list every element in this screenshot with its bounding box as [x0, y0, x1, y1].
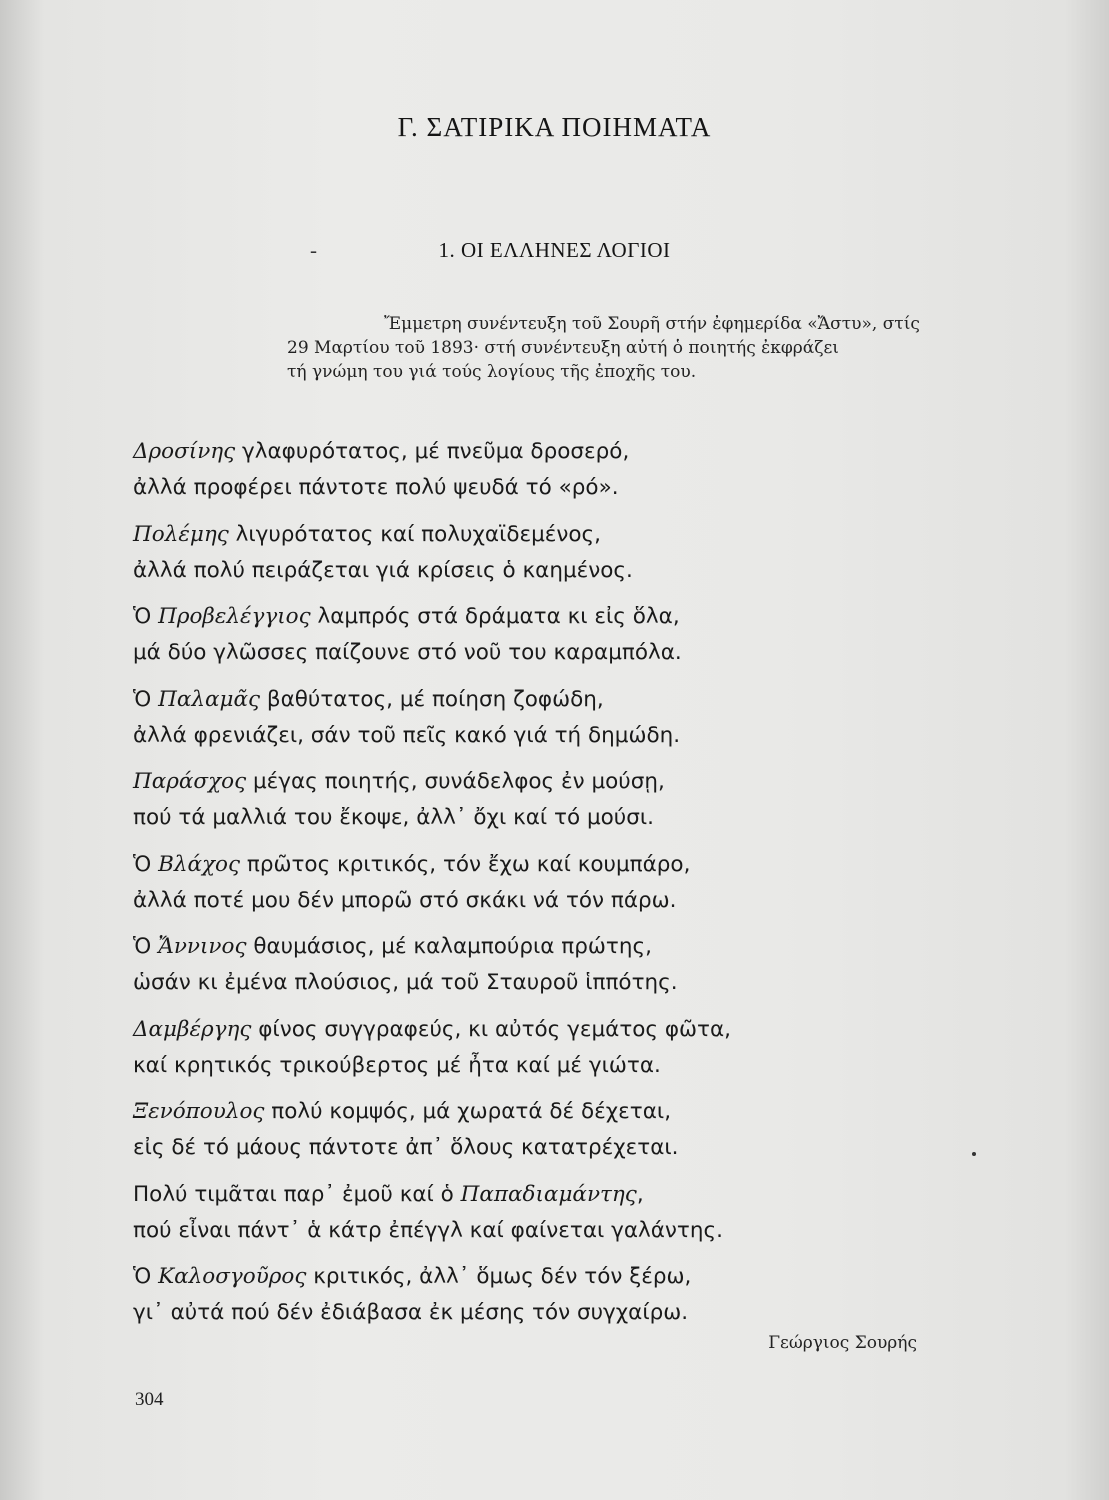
verse-line [133, 718, 953, 754]
ink-speck [972, 1152, 976, 1156]
poet-name: Δαμβέργης [133, 1016, 252, 1042]
intro-line-2: 29 Μαρτίου τοῦ 1893· στή συνέντευξη αὐτή ὁ ποιητής ἐκφράζει [287, 338, 839, 358]
author-signature: Γεώργιος Σουρής [768, 1333, 917, 1353]
verse-line [133, 635, 953, 671]
verse-line [133, 682, 953, 718]
stanza [133, 1094, 953, 1177]
verse-line [133, 965, 953, 1001]
verse-line [133, 847, 953, 883]
verse-line [133, 470, 953, 506]
page-number: 304 [135, 1389, 164, 1410]
verse-line [133, 764, 953, 800]
stanza [133, 682, 953, 765]
verse-text: πολύ κομψός, μά χωρατά δέ δέχεται, [264, 1099, 672, 1124]
verse-text: πού τά μαλλιά του ἔκοψε, ἀλλ᾽ ὄχι καί τό μούσι. [133, 805, 654, 830]
verse-line [133, 1130, 953, 1166]
verse-line [133, 1213, 953, 1249]
verse-line [133, 929, 953, 965]
verse-line [133, 553, 953, 589]
verse-text: Ὁ [133, 851, 159, 877]
poem-body [133, 434, 953, 1342]
verse-text: γλαφυρότατος, μέ πνεῦμα δροσερό, [235, 439, 630, 464]
verse-line [133, 883, 953, 919]
poet-name: Ἄννινος [158, 934, 247, 959]
verse-line [133, 1295, 953, 1331]
verse-text: μέγας ποιητής, συνάδελφος ἐν μούσῃ, [246, 769, 665, 794]
stanza [133, 1259, 953, 1342]
poet-name: Δροσίνης [133, 439, 236, 464]
stanza [133, 929, 953, 1012]
poet-name: Καλοσγοῦρος [158, 1264, 307, 1289]
verse-text: ἀλλά πολύ πειράζεται γιά κρίσεις ὁ καημένος. [133, 557, 633, 583]
verse-text: βαθύτατος, μέ ποίηση ζοφώδη, [260, 686, 604, 712]
poet-name: Παράσχος [133, 769, 247, 794]
verse-text: λιγυρότατος καί πολυχαϊδεμένος, [228, 521, 602, 547]
verse-line [133, 1094, 953, 1130]
verse-text: Ὁ [133, 934, 159, 959]
verse-text: φίνος συγγραφεύς, κι αὐτός γεμάτος φῶτα, [251, 1016, 732, 1042]
verse-line [133, 1177, 953, 1213]
verse-text: Ὁ [133, 686, 159, 712]
verse-text: ἀλλά φρενιάζει, σάν τοῦ πεῖς κακό γιά τή δημώδη. [133, 722, 681, 748]
verse-text: Ὁ [133, 604, 159, 629]
verse-text: ἀλλά ποτέ μου δέν μπορῶ στό σκάκι νά τόν πάρω. [133, 887, 677, 913]
poet-name: Προβελέγγιος [158, 604, 311, 629]
verse-line [133, 1259, 953, 1295]
poet-name: Παλαμᾶς [158, 686, 261, 712]
section-title: Γ. ΣΑΤΙΡΙΚΑ ΠΟΙΗΜΑΤΑ [397, 112, 712, 142]
stanza [133, 434, 953, 517]
verse-line [133, 1048, 953, 1084]
verse-line [133, 1012, 953, 1048]
verse-line [133, 517, 953, 553]
stanza [133, 764, 953, 847]
verse-line [133, 434, 953, 470]
verse-text: εἰς δέ τό μάους πάντοτε ἀπ᾽ ὅλους κατατρέχεται. [133, 1135, 679, 1160]
stanza [133, 1177, 953, 1260]
verse-text: θαυμάσιος, μέ καλαμπούρια πρώτης, [246, 934, 652, 959]
verse-line [133, 800, 953, 836]
margin-mark: - [310, 238, 317, 262]
verse-text: πρῶτος κριτικός, τόν ἔχω καί κουμπάρο, [240, 851, 691, 877]
stanza [133, 1012, 953, 1095]
poet-name: Ξενόπουλος [133, 1099, 265, 1124]
verse-text: καί κρητικός τρικούβερτος μέ ἦτα καί μέ γιώτα. [133, 1052, 661, 1078]
poet-name: Βλάχος [158, 851, 241, 877]
stanza [133, 517, 953, 600]
stanza [133, 847, 953, 930]
intro-line-1: Ἔμμετρη συνέντευξη τοῦ Σουρῆ στήν ἐφημερίδα «Ἄστυ», στίς [384, 314, 920, 334]
verse-text: Πολύ τιμᾶται παρ᾽ ἐμοῦ καί ὁ [133, 1181, 461, 1207]
stanza [133, 599, 953, 682]
verse-line [133, 599, 953, 635]
verse-text: Ὁ [133, 1264, 159, 1289]
intro-line-3: τή γνώμη του γιά τούς λογίους τῆς ἐποχῆς του. [287, 362, 697, 382]
verse-text: ἀλλά προφέρει πάντοτε πολύ ψευδά τό «ρό». [133, 475, 619, 500]
verse-text: πού εἶναι πάντ᾽ ἁ κάτρ ἐπέγγλ καί φαίνεται γαλάντης. [133, 1217, 723, 1243]
intro-note [287, 312, 951, 384]
verse-text: ὡσάν κι ἐμένα πλούσιος, μά τοῦ Σταυροῦ ἱππότης. [133, 970, 678, 995]
verse-text: , [636, 1181, 644, 1207]
poet-name: Παπαδιαμάντης [460, 1181, 637, 1207]
poet-name: Πολέμης [133, 521, 229, 547]
verse-text: λαμπρός στά δράματα κι εἰς ὅλα, [310, 604, 680, 629]
verse-text: μά δύο γλῶσσες παίζουνε στό νοῦ του καραμπόλα. [133, 640, 682, 665]
verse-text: γι᾽ αὐτά πού δέν ἐδιάβασα ἐκ μέσης τόν συγχαίρω. [133, 1300, 689, 1325]
poem-title: 1. ΟΙ ΕΛΛΗΝΕΣ ΛΟΓΙΟΙ [438, 238, 671, 262]
verse-text: κριτικός, ἀλλ᾽ ὅμως δέν τόν ξέρω, [306, 1264, 692, 1289]
